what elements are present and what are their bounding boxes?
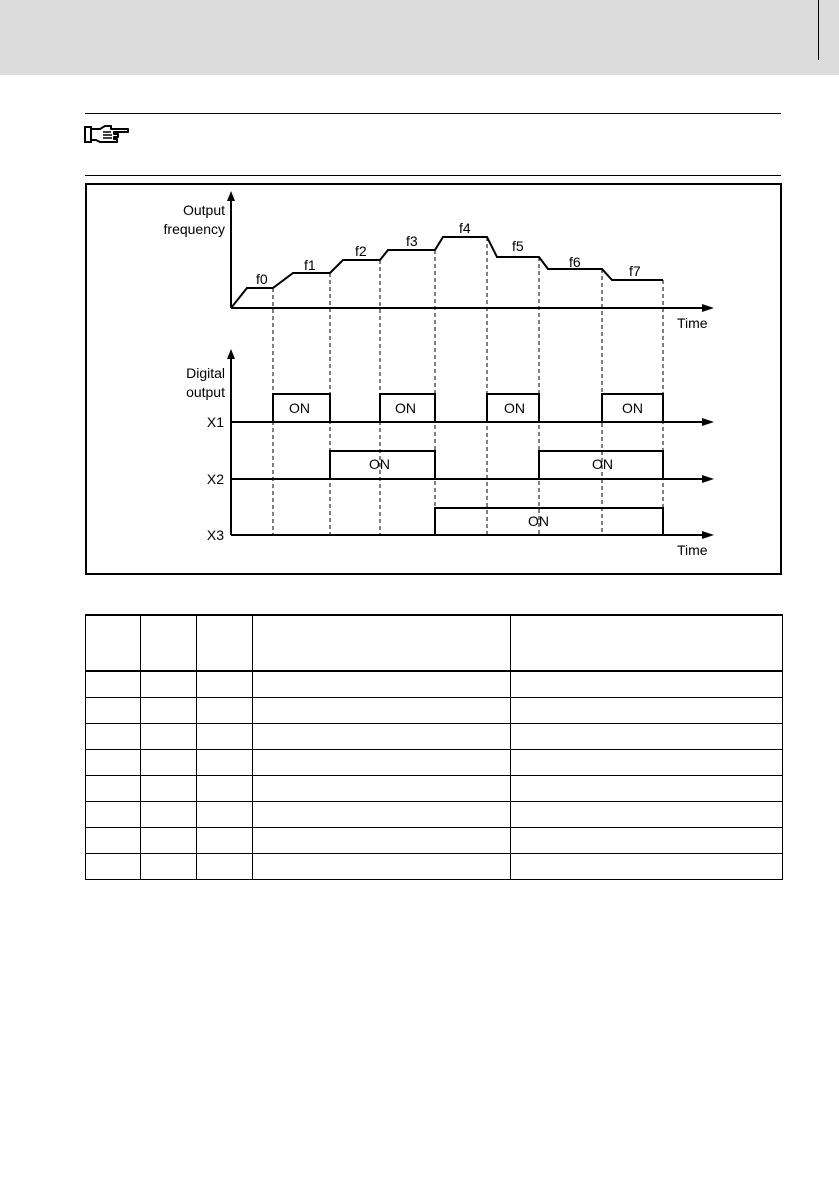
freq-label-f1: f1	[304, 257, 316, 273]
table-cell	[141, 828, 197, 854]
note-rule-top	[85, 113, 781, 114]
table-cell	[86, 724, 141, 750]
table-cell	[511, 750, 783, 776]
table-cell	[511, 802, 783, 828]
freq-time-arrow-icon	[702, 304, 714, 312]
freq-label-f2: f2	[355, 243, 367, 259]
digital-y-arrow-icon	[227, 349, 235, 359]
dashed-guides	[273, 237, 663, 535]
freq-label-f6: f6	[569, 254, 581, 270]
frequency-profile	[231, 237, 663, 308]
digital-axis-label-line1: Digital	[186, 365, 225, 381]
table-row	[86, 698, 783, 724]
header-cell	[511, 615, 783, 671]
table-cell	[253, 776, 511, 802]
table-cell	[141, 802, 197, 828]
table-row	[86, 828, 783, 854]
note-rule-bottom	[85, 175, 781, 176]
table-cell	[253, 724, 511, 750]
table-cell	[141, 698, 197, 724]
x1-on-label-2: ON	[395, 400, 416, 416]
table-row	[86, 671, 783, 698]
table-cell	[141, 854, 197, 880]
table-cell	[253, 828, 511, 854]
x1-on-label-3: ON	[504, 400, 525, 416]
table-cell	[86, 750, 141, 776]
table-cell	[141, 671, 197, 698]
table-row	[86, 750, 783, 776]
freq-label-f5: f5	[512, 238, 524, 254]
x1-on-label-1: ON	[289, 400, 310, 416]
table-row	[86, 724, 783, 750]
time-label-top: Time	[677, 315, 708, 331]
digital-axis-label-line2: output	[186, 384, 225, 400]
table-cell	[253, 854, 511, 880]
crop-mark	[818, 0, 819, 60]
table-header-row	[86, 615, 783, 671]
header-cell	[141, 615, 197, 671]
table-cell	[141, 724, 197, 750]
table-cell	[253, 698, 511, 724]
header-cell	[253, 615, 511, 671]
table-cell	[141, 750, 197, 776]
table-cell	[197, 802, 253, 828]
table-cell	[253, 750, 511, 776]
freq-axis-label-line1: Output	[182, 202, 225, 218]
table-cell	[511, 776, 783, 802]
table-cell	[86, 698, 141, 724]
table-cell	[253, 671, 511, 698]
x1-on-label-4: ON	[622, 400, 643, 416]
table-cell	[86, 828, 141, 854]
x3-label: X3	[206, 527, 224, 543]
table-cell	[197, 671, 253, 698]
table-cell	[511, 698, 783, 724]
table-row	[86, 854, 783, 880]
x1-pulses	[273, 394, 663, 422]
freq-label-f7: f7	[629, 263, 641, 279]
table-cell	[511, 671, 783, 698]
multi-speed-timing-diagram	[85, 183, 782, 575]
table-cell	[511, 854, 783, 880]
header-cell	[197, 615, 253, 671]
table-cell	[86, 802, 141, 828]
x2-label: X2	[206, 471, 224, 487]
table-cell	[511, 828, 783, 854]
freq-label-f3: f3	[406, 233, 418, 249]
page-header-band	[0, 0, 839, 75]
freq-label-f4: f4	[459, 220, 471, 236]
table-cell	[511, 724, 783, 750]
x3-pulse	[435, 508, 663, 535]
freq-label-f0: f0	[256, 271, 268, 287]
x2-on-label-2: ON	[592, 456, 613, 472]
table-cell	[253, 802, 511, 828]
table-cell	[197, 698, 253, 724]
table-cell	[86, 671, 141, 698]
speed-table	[85, 614, 782, 880]
x2-on-label-1: ON	[369, 456, 390, 472]
table-cell	[141, 776, 197, 802]
table-cell	[197, 854, 253, 880]
header-cell	[86, 615, 141, 671]
x1-label: X1	[206, 414, 224, 430]
pointing-hand-icon	[84, 124, 130, 146]
x2-arrow-icon	[702, 475, 714, 483]
freq-y-arrow-icon	[227, 191, 235, 201]
table-cell	[197, 776, 253, 802]
table-row	[86, 776, 783, 802]
table-cell	[197, 828, 253, 854]
table-cell	[86, 854, 141, 880]
time-label-bottom: Time	[677, 542, 708, 558]
table-cell	[86, 776, 141, 802]
x3-arrow-icon	[702, 531, 714, 539]
x1-arrow-icon	[702, 418, 714, 426]
table-row	[86, 802, 783, 828]
freq-axis-label-line2: frequency	[163, 221, 225, 237]
x3-on-label: ON	[528, 513, 549, 529]
table-cell	[197, 750, 253, 776]
table-cell	[197, 724, 253, 750]
